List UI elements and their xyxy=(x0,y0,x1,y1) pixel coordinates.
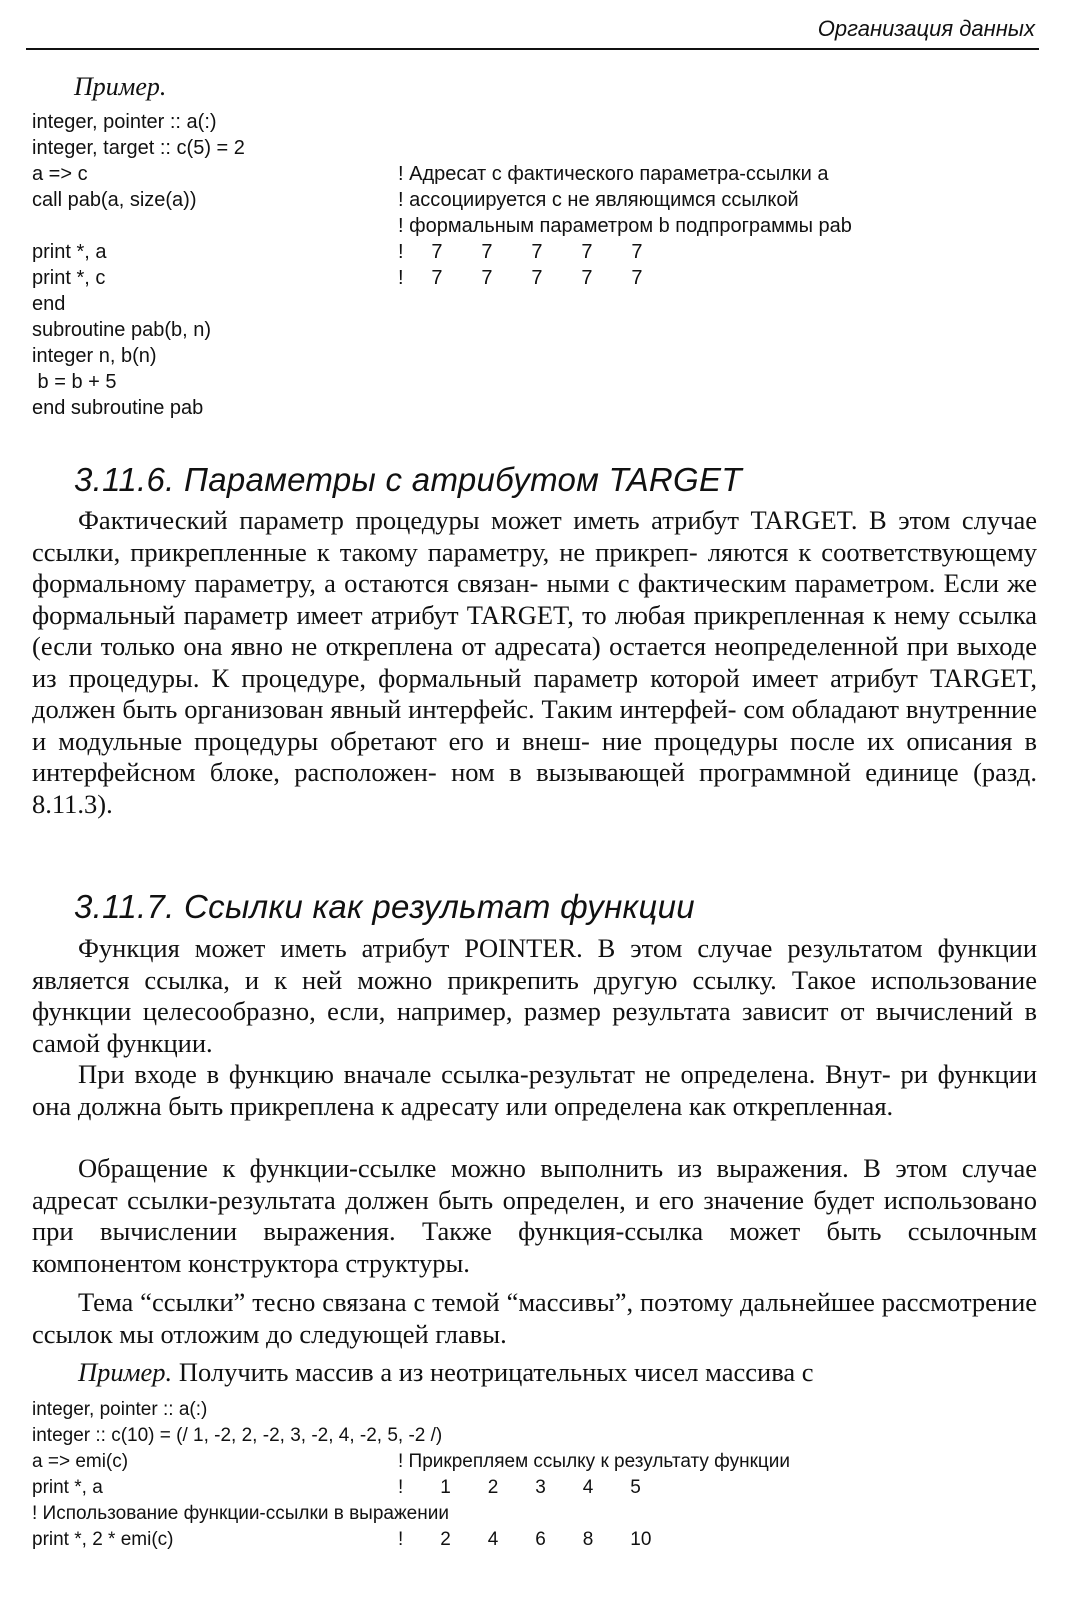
code-line: print *, c xyxy=(32,267,106,289)
code-output: ! 1 2 3 4 5 xyxy=(398,1477,641,1498)
code-line: integer, pointer :: a(:) xyxy=(32,111,217,133)
code-line: integer, target :: c(5) = 2 xyxy=(32,137,245,159)
code-comment: ! ассоциируется с не являющимся ссылкой xyxy=(398,189,799,211)
code-line: integer :: c(10) = (/ 1, -2, 2, -2, 3, -2, 4, -2, 5, -2 /) xyxy=(32,1425,443,1446)
paragraph: Функция может иметь атрибут POINTER. В этом случае результатом функции является ссылка, и к ней можно прикрепить другую ссылку. Такое использование функции целесообразно, если, например, размер результата зависит от вычислений в самой функции. xyxy=(32,933,1038,1058)
code-line: end xyxy=(32,293,66,315)
paragraph: При входе в функцию вначале ссылка-результат не определена. Внут- ри функции она должна быть прикреплена к адресату или определена как открепленная. xyxy=(32,1059,1038,1121)
code-line: b = b + 5 xyxy=(32,371,117,393)
code-line: a => c xyxy=(32,163,88,185)
example-text: Получить массив a из неотрицательных чисел массива c xyxy=(172,1357,814,1387)
code-line: print *, a xyxy=(32,241,107,263)
paragraph: Фактический параметр процедуры может иметь атрибут TARGET. В этом случае ссылки, прикрепленные к такому параметру, не прикреп- ляются к соответствующему формальному параметру, а остаются связан- ными с фактическим параметром. Если же формальный параметр имеет атрибут TARGET, то любая прикрепленная к нему ссылка (если только она явно не откреплена от адресата) остается неопределенной при выходе из процедуры. К процедуре, формальный параметр которой имеет атрибут TARGET, должен быть организован явный интерфейс. Таким интерфей- сом обладают внутренние и модульные процедуры обретают его и внеш- ние процедуры после их описания в интерфейсном блоке, расположен- ном в вызывающей программной единице (разд. 8.11.3). xyxy=(32,505,1038,819)
code-line: integer n, b(n) xyxy=(32,345,157,367)
code-line: call pab(a, size(a)) xyxy=(32,189,197,211)
section-heading: 3.11.6. Параметры с атрибутом TARGET xyxy=(74,461,742,498)
paragraph: Тема “ссылки” тесно связана с темой “массивы”, поэтому дальнейшее рассмотрение ссылок мы отложим до следующей главы. xyxy=(32,1287,1038,1349)
section-heading: 3.11.7. Ссылки как результат функции xyxy=(74,888,695,925)
code-output: ! 2 4 6 8 10 xyxy=(398,1529,652,1550)
example-label: Пример. xyxy=(74,72,167,101)
code-line: end subroutine pab xyxy=(32,397,204,419)
code-comment: ! формальным параметром b подпрограммы pab xyxy=(398,215,852,237)
code-output: ! 7 7 7 7 7 xyxy=(398,241,643,263)
example-label: Пример. xyxy=(78,1357,173,1387)
paragraph: Обращение к функции-ссылке можно выполнить из выражения. В этом случае адресат ссылки-результата должен быть определен, и его значение будет использовано при вычислении выражения. Также функция-ссылка может быть ссылочным компонентом конструктора структуры. xyxy=(32,1153,1038,1278)
code-comment: ! Прикрепляем ссылку к результату функции xyxy=(398,1451,791,1472)
code-line: print *, 2 * emi(c) xyxy=(32,1529,174,1550)
header-rule xyxy=(26,48,1039,50)
example-intro xyxy=(78,1357,814,1388)
code-line: integer, pointer :: a(:) xyxy=(32,1399,208,1420)
code-line: ! Использование функции-ссылки в выражении xyxy=(32,1503,449,1524)
running-head: Организация данных xyxy=(817,16,1035,41)
code-line: subroutine pab(b, n) xyxy=(32,319,212,341)
code-output: ! 7 7 7 7 7 xyxy=(398,267,643,289)
code-comment: ! Адресат с фактического параметра-ссылки a xyxy=(398,163,829,185)
code-line: a => emi(c) xyxy=(32,1451,129,1472)
code-line: print *, a xyxy=(32,1477,103,1498)
